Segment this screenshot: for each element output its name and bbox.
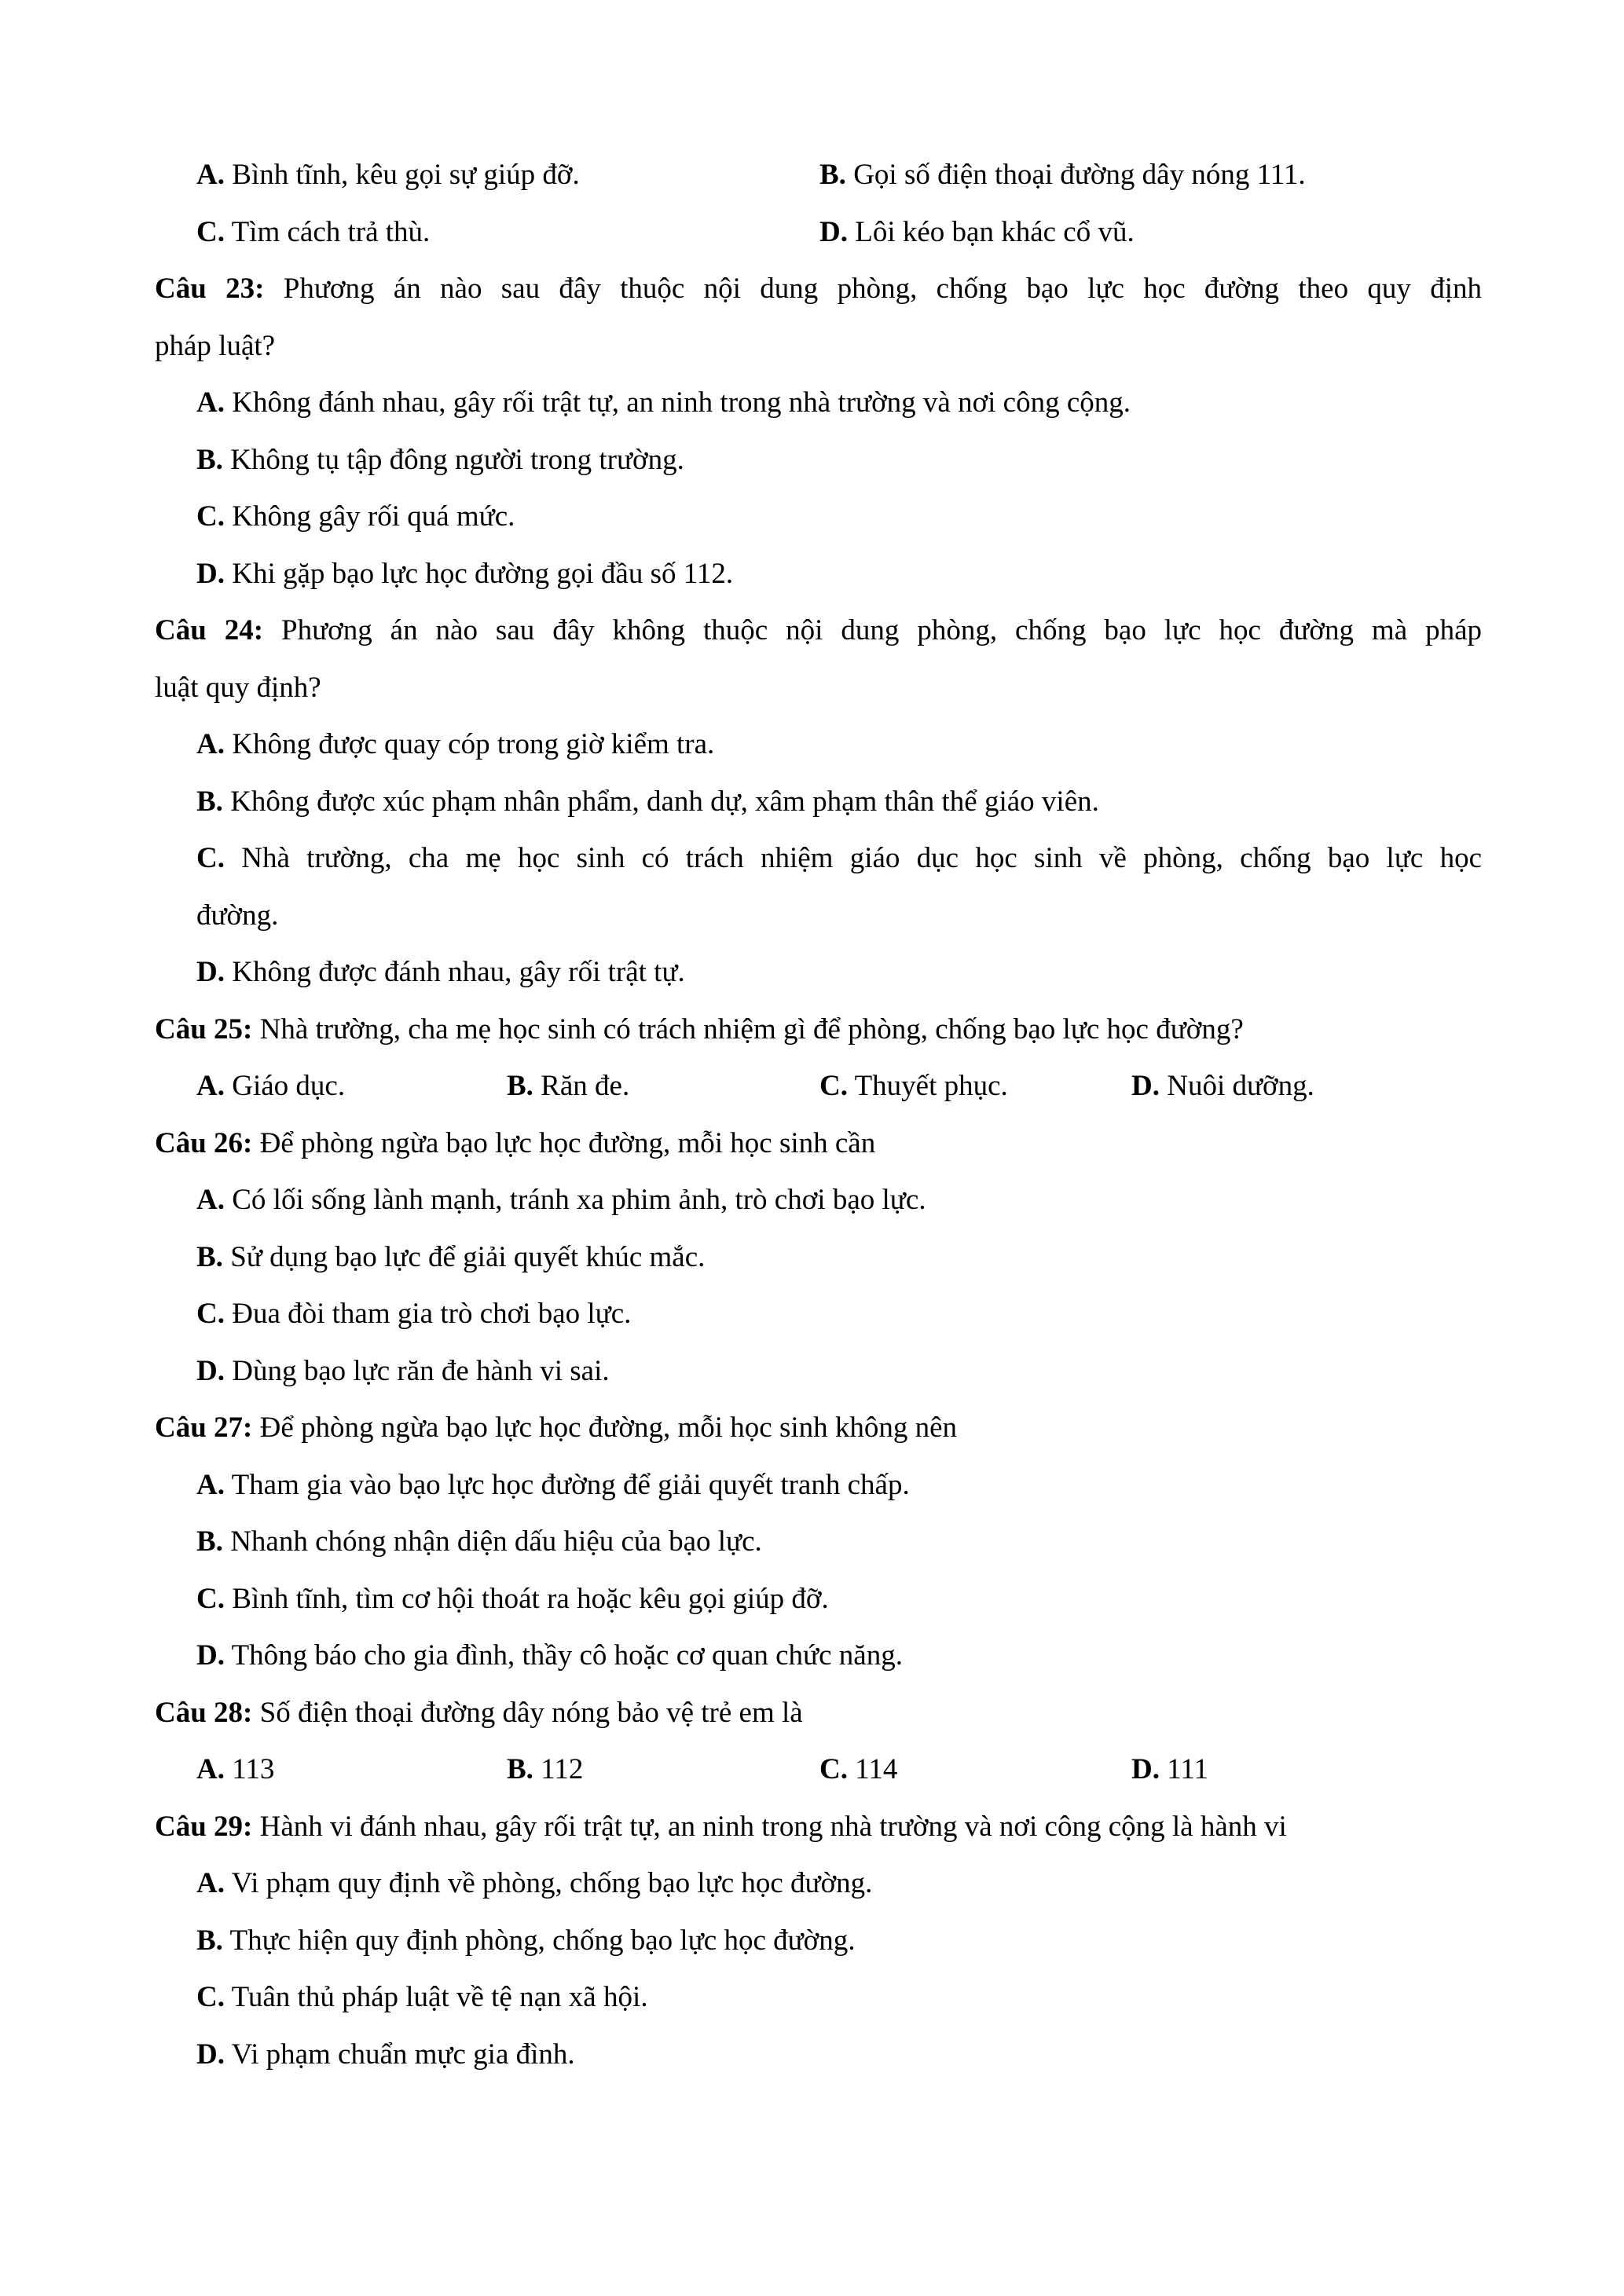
option-text: Lôi kéo bạn khác cổ vũ. — [855, 215, 1135, 248]
option-row — [0, 147, 1482, 204]
option-letter: D. — [196, 2038, 225, 2071]
question-label: Câu 28: — [155, 1696, 253, 1729]
option-text: Dùng bạo lực răn đe hành vi sai. — [232, 1354, 610, 1387]
option-letter: D. — [196, 956, 225, 988]
option-row — [0, 204, 1482, 262]
option-text: Bình tĩnh, tìm cơ hội thoát ra hoặc kêu gọi giúp đỡ. — [232, 1582, 829, 1615]
option-letter: D. — [1131, 1070, 1160, 1102]
option-b — [507, 1058, 629, 1115]
option-a — [196, 1741, 274, 1799]
option-letter: A. — [196, 159, 225, 191]
option-text: Tuân thủ pháp luật về tệ nạn xã hội. — [231, 1981, 648, 2013]
option-text: 111 — [1167, 1753, 1208, 1785]
option-b — [0, 774, 1482, 831]
option-letter: A. — [196, 1468, 225, 1501]
option-c-cont — [0, 888, 1482, 945]
option-letter: A. — [196, 1753, 225, 1785]
option-text: Thực hiện quy định phòng, chống bạo lực học đường. — [229, 1924, 856, 1957]
option-c — [0, 830, 1482, 888]
option-text: đường. — [196, 899, 279, 932]
option-b — [0, 432, 1482, 489]
option-letter: C. — [196, 215, 225, 248]
question-label: Câu 27: — [155, 1412, 253, 1444]
option-letter: D. — [819, 215, 848, 248]
option-text: Nhanh chóng nhận diện dấu hiệu của bạo lực. — [230, 1525, 762, 1558]
option-letter: D. — [196, 1354, 225, 1387]
option-c — [819, 1058, 1008, 1115]
option-letter: B. — [196, 1924, 223, 1957]
option-text: Nhà trường, cha mẹ học sinh có trách nhiệm giáo dục học sinh về phòng, chống bạo lực học — [241, 842, 1482, 874]
question-27-stem — [0, 1400, 1482, 1457]
question-23-stem-cont — [0, 318, 1482, 375]
option-b — [0, 1514, 1482, 1571]
option-d — [0, 1628, 1482, 1685]
question-label: Câu 29: — [155, 1810, 253, 1843]
option-text: Thuyết phục. — [854, 1070, 1008, 1102]
option-row — [0, 1741, 1482, 1799]
option-letter: B. — [196, 1240, 223, 1273]
option-text: Răn đe. — [541, 1070, 630, 1102]
option-d — [0, 546, 1482, 603]
document-page — [0, 147, 1624, 2083]
question-text: Số điện thoại đường dây nóng bảo vệ trẻ em là — [259, 1696, 803, 1729]
option-a — [0, 1172, 1482, 1229]
option-text: Bình tĩnh, kêu gọi sự giúp đỡ. — [232, 159, 580, 191]
question-23-stem — [0, 261, 1482, 318]
option-letter: C. — [196, 500, 225, 533]
option-letter: A. — [196, 386, 225, 419]
option-text: Có lối sống lành mạnh, tránh xa phim ảnh, trò chơi bạo lực. — [232, 1184, 926, 1216]
option-text: Đua đòi tham gia trò chơi bạo lực. — [232, 1298, 632, 1330]
option-d — [0, 2027, 1482, 2084]
option-text: Khi gặp bạo lực học đường gọi đầu số 112. — [232, 557, 734, 590]
option-c — [0, 489, 1482, 546]
option-letter: C. — [819, 1070, 848, 1102]
option-text: Không được xúc phạm nhân phẩm, danh dự, xâm phạm thân thể giáo viên. — [230, 785, 1099, 818]
option-text: Giáo dục. — [232, 1070, 346, 1102]
option-d — [0, 1343, 1482, 1401]
option-b — [507, 1741, 583, 1799]
question-29-stem — [0, 1799, 1482, 1856]
question-text: pháp luật? — [155, 329, 276, 362]
option-c — [0, 1571, 1482, 1628]
option-letter: C. — [196, 1582, 225, 1615]
question-text: Nhà trường, cha mẹ học sinh có trách nhiệm gì để phòng, chống bạo lực học đường? — [259, 1013, 1244, 1045]
option-text: Sử dụng bạo lực để giải quyết khúc mắc. — [230, 1240, 706, 1273]
option-letter: A. — [196, 1867, 225, 1899]
option-c — [0, 1969, 1482, 2027]
question-text: luật quy định? — [155, 671, 321, 704]
option-text: 114 — [855, 1753, 898, 1785]
option-a — [0, 716, 1482, 774]
question-24-stem-cont — [0, 660, 1482, 717]
option-letter: B. — [819, 159, 846, 191]
option-letter: D. — [196, 557, 225, 590]
option-a — [196, 147, 580, 204]
option-text: Tìm cách trả thù. — [231, 215, 431, 248]
question-25-stem — [0, 1002, 1482, 1059]
option-letter: B. — [507, 1070, 533, 1102]
option-d — [1131, 1058, 1314, 1115]
option-text: Vi phạm quy định về phòng, chống bạo lực học đường. — [231, 1867, 873, 1899]
option-a — [196, 1058, 345, 1115]
option-text: Thông báo cho gia đình, thầy cô hoặc cơ quan chức năng. — [231, 1639, 903, 1672]
option-letter: D. — [1131, 1753, 1160, 1785]
option-d — [1131, 1741, 1208, 1799]
option-b — [0, 1913, 1482, 1970]
option-text: Tham gia vào bạo lực học đường để giải quyết tranh chấp. — [231, 1468, 910, 1501]
question-text: Để phòng ngừa bạo lực học đường, mỗi học sinh không nên — [259, 1412, 958, 1444]
question-text: Phương án nào sau đây không thuộc nội dung phòng, chống bạo lực học đường mà pháp — [281, 614, 1482, 646]
question-label: Câu 23: — [155, 273, 265, 305]
option-a — [0, 1855, 1482, 1913]
option-text: Không gây rối quá mức. — [232, 500, 515, 533]
option-letter: B. — [196, 1525, 223, 1558]
question-label: Câu 25: — [155, 1013, 253, 1045]
option-letter: C. — [196, 1981, 225, 2013]
question-text: Phương án nào sau đây thuộc nội dung phòng, chống bạo lực học đường theo quy định — [283, 273, 1482, 305]
option-b — [0, 1229, 1482, 1287]
option-letter: B. — [196, 785, 223, 818]
option-letter: A. — [196, 728, 225, 760]
question-label: Câu 26: — [155, 1126, 253, 1159]
question-26-stem — [0, 1115, 1482, 1173]
option-letter: A. — [196, 1184, 225, 1216]
option-text: Nuôi dưỡng. — [1167, 1070, 1314, 1102]
option-d — [819, 204, 1135, 262]
option-letter: C. — [196, 1298, 225, 1330]
option-text: 112 — [541, 1753, 584, 1785]
option-text: Không được quay cóp trong giờ kiểm tra. — [232, 728, 715, 760]
option-text: Gọi số điện thoại đường dây nóng 111. — [853, 159, 1306, 191]
option-text: Vi phạm chuẩn mực gia đình. — [231, 2038, 575, 2071]
option-c — [196, 204, 430, 262]
option-row — [0, 1058, 1482, 1115]
option-letter: D. — [196, 1639, 225, 1672]
question-text: Hành vi đánh nhau, gây rối trật tự, an ninh trong nhà trường và nơi công cộng là hành vi — [259, 1810, 1287, 1843]
option-d — [0, 944, 1482, 1002]
option-text: Không tụ tập đông người trong trường. — [230, 443, 684, 476]
option-text: Không đánh nhau, gây rối trật tự, an ninh trong nhà trường và nơi công cộng. — [232, 386, 1131, 419]
question-label: Câu 24: — [155, 614, 264, 646]
option-text: 113 — [232, 1753, 275, 1785]
option-a — [0, 375, 1482, 432]
option-text: Không được đánh nhau, gây rối trật tự. — [232, 956, 685, 988]
question-24-stem — [0, 602, 1482, 660]
question-28-stem — [0, 1685, 1482, 1742]
option-a — [0, 1457, 1482, 1514]
option-c — [819, 1741, 897, 1799]
option-letter: C. — [819, 1753, 848, 1785]
option-c — [0, 1286, 1482, 1343]
option-letter: C. — [196, 842, 225, 874]
option-letter: B. — [507, 1753, 533, 1785]
question-text: Để phòng ngừa bạo lực học đường, mỗi học sinh cần — [259, 1126, 876, 1159]
option-letter: A. — [196, 1070, 225, 1102]
option-letter: B. — [196, 443, 223, 476]
option-b — [819, 147, 1306, 204]
